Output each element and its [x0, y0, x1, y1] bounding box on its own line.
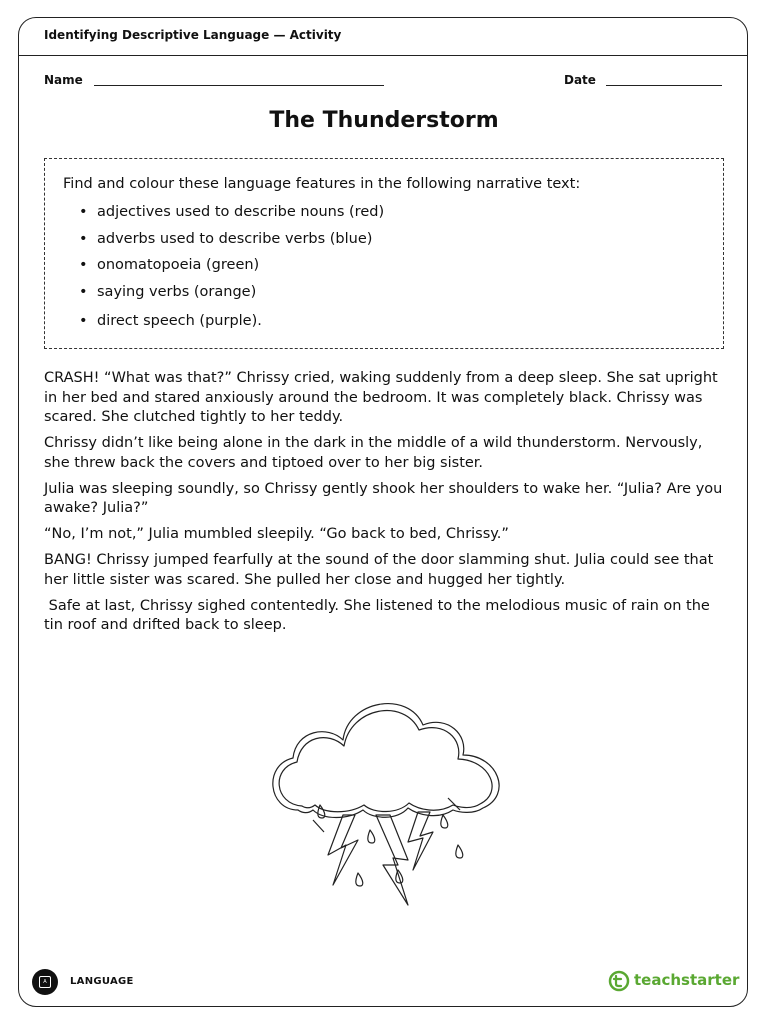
name-date-row [44, 73, 724, 93]
bullet-icon: • [79, 230, 88, 247]
list-item-text: adverbs used to describe verbs (blue) [97, 230, 373, 247]
footer-subject-label: LANGUAGE [70, 976, 134, 987]
date-field[interactable] [606, 85, 722, 86]
bullet-icon: • [79, 257, 88, 273]
header-title: Identifying Descriptive Language — Activity [44, 28, 342, 42]
header-divider [18, 55, 748, 56]
story-paragraph: “No, I’m not,” Julia mumbled sleepily. “Go back to bed, Chrissy.” [44, 526, 509, 542]
bullet-icon: • [79, 283, 88, 300]
brand-name: teachstarter [634, 971, 740, 989]
list-item [79, 279, 384, 306]
story-paragraph: BANG! Chrissy jumped fearfully at the sound of the door slamming shut. Julia could see that her little sister was scared. She pulled her close and hugged her tightly. [44, 552, 714, 588]
list-item-text: direct speech (purple). [97, 313, 262, 329]
name-label: Name [44, 73, 83, 87]
thunderstorm-cloud-icon [258, 680, 508, 920]
list-item [79, 226, 384, 253]
story-paragraph: Julia was sleeping soundly, so Chrissy gently shook her shoulders to wake her. “Julia? Are you awake? Julia?” [44, 480, 723, 516]
list-item [79, 252, 384, 279]
bullet-icon: • [79, 204, 88, 220]
date-label: Date [564, 73, 596, 87]
list-item-text: onomatopoeia (green) [97, 257, 260, 273]
list-item [79, 199, 384, 226]
list-item-text: saying verbs (orange) [97, 283, 257, 300]
list-item [79, 305, 384, 335]
language-subject-icon: A [32, 969, 58, 995]
instructions-list [79, 199, 384, 335]
worksheet-title: The Thunderstorm [269, 108, 499, 133]
story-text [44, 369, 728, 642]
teachstarter-logo-icon [608, 970, 630, 992]
instructions-intro: Find and colour these language features in the following narrative text: [63, 176, 581, 192]
story-paragraph: CRASH! “What was that?” Chrissy cried, waking suddenly from a deep sleep. She sat upright in her bed and stared anxiously around the bedroom. It was completely black. Chrissy was scared. She clutched tightly to her teddy. [44, 370, 718, 425]
instructions-box [44, 158, 724, 349]
story-paragraph: Chrissy didn’t like being alone in the dark in the middle of a wild thunderstorm. Nervously, she threw back the covers and tiptoed over to her big sister. [44, 435, 703, 471]
list-item-text: adjectives used to describe nouns (red) [97, 204, 385, 220]
story-paragraph: Safe at last, Chrissy sighed contentedly. She listened to the melodious music of rain on the tin roof and drifted back to sleep. [44, 597, 715, 633]
bullet-icon: • [79, 313, 88, 329]
name-field[interactable] [94, 85, 384, 86]
